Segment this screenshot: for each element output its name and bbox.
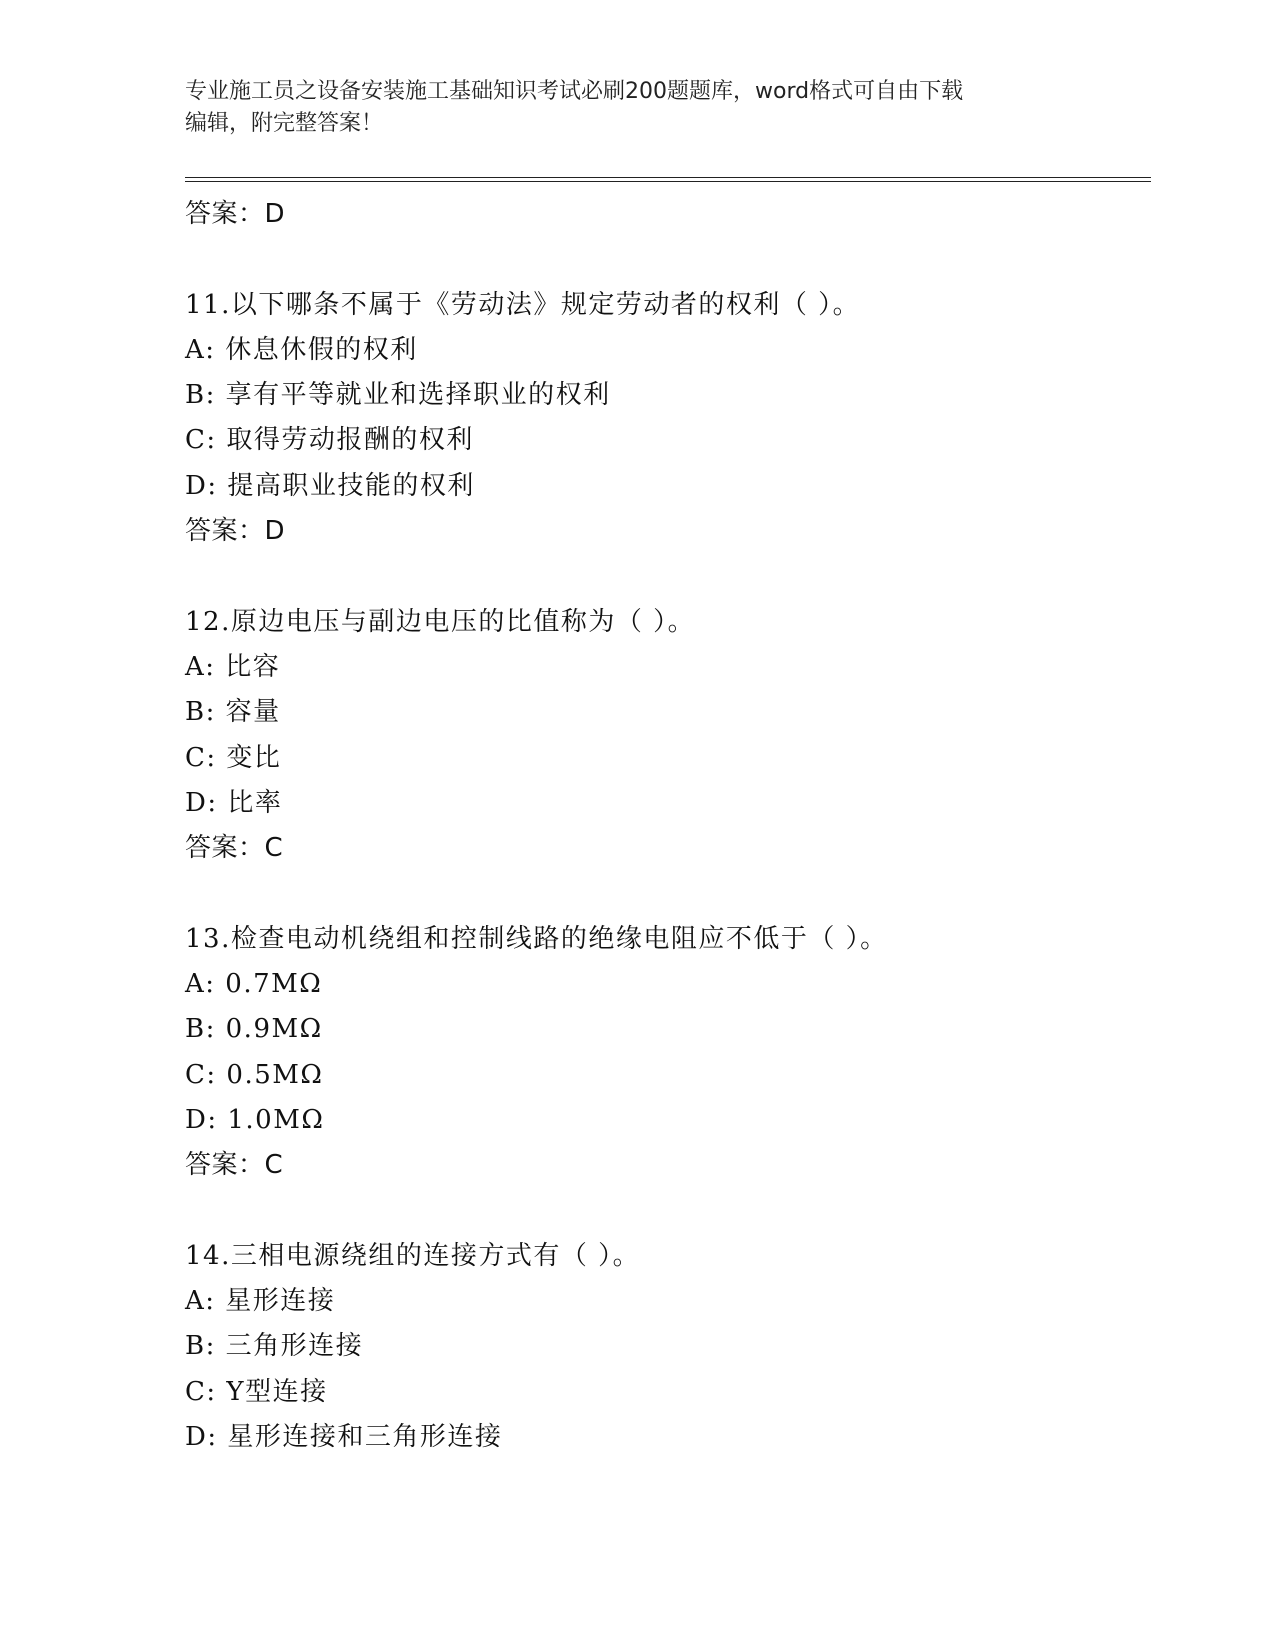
option-c: C: 变比 (185, 742, 282, 773)
question-stem: 11.以下哪条不属于《劳动法》规定劳动者的权利（ ）。 (185, 289, 861, 320)
spacer (185, 1189, 1151, 1234)
question-12 (185, 600, 1151, 872)
option-b: B: 容量 (185, 697, 281, 728)
header-line-1: 专业施工员之设备安装施工基础知识考试必刷200题题库，word格式可自由下载 (185, 79, 964, 104)
previous-answer: 答案：D (185, 199, 286, 229)
option-b: B: 三角形连接 (185, 1331, 364, 1362)
option-c: C: Y型连接 (185, 1376, 328, 1407)
option-a: A: 星形连接 (185, 1286, 336, 1317)
option-b: B: 享有平等就业和选择职业的权利 (185, 380, 611, 411)
spacer (185, 871, 1151, 916)
question-11 (185, 283, 1151, 555)
question-list (185, 192, 1151, 1460)
option-a: A: 休息休假的权利 (185, 334, 418, 365)
question-stem: 14.三相电源绕组的连接方式有（ ）。 (185, 1240, 641, 1271)
question-stem: 12.原边电压与副边电压的比值称为（ ）。 (185, 606, 696, 637)
option-c: C: 0.5MΩ (185, 1059, 324, 1090)
option-b: B: 0.9MΩ (185, 1014, 323, 1045)
question-14 (185, 1234, 1151, 1460)
answer: 答案：D (185, 516, 286, 547)
question-13 (185, 917, 1151, 1189)
option-d: D: 星形连接和三角形连接 (185, 1422, 503, 1453)
question-stem: 13.检查电动机绕组和控制线路的绝缘电阻应不低于（ ）。 (185, 923, 888, 954)
spacer (185, 554, 1151, 599)
header-divider-top (185, 177, 1151, 178)
option-c: C: 取得劳动报酬的权利 (185, 425, 474, 456)
spacer (185, 237, 1151, 282)
answer: 答案：C (185, 1150, 284, 1181)
option-d: D: 提高职业技能的权利 (185, 470, 475, 501)
header-line-2: 编辑，附完整答案！ (185, 111, 384, 136)
option-a: A: 比容 (185, 651, 281, 682)
document-header (185, 76, 1085, 140)
option-d: D: 比率 (185, 787, 283, 818)
option-d: D: 1.0MΩ (185, 1104, 325, 1135)
answer: 答案：C (185, 833, 284, 864)
header-divider-bottom (185, 181, 1151, 182)
option-a: A: 0.7MΩ (185, 969, 323, 1000)
